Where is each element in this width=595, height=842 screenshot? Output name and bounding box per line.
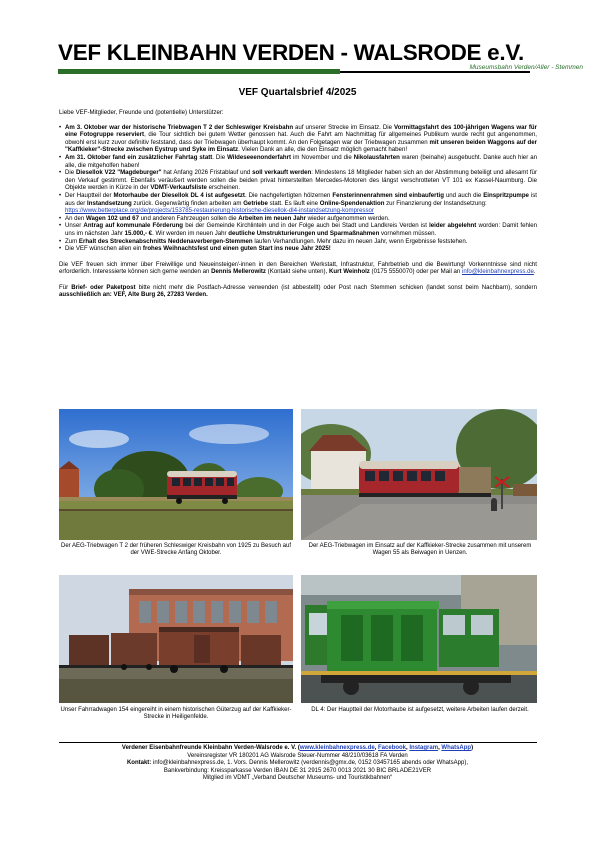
link[interactable]: https://www.betterplace.org/de/projects/153785-restaurierung-historische-diesellok-dl4-instandsetzung-kompressor	[65, 207, 374, 215]
bold-text: Nikolausfahrten	[353, 153, 400, 161]
text: .	[533, 268, 536, 276]
bold-text: ausschließlich an: VEF, Alte Burg 26, 27283 Verden.	[59, 291, 208, 299]
bold-text: Online-Spendenaktion	[319, 199, 385, 207]
footer-website-link[interactable]: www.kleinbahnexpress.de	[299, 745, 375, 751]
railcar-photo	[59, 409, 293, 540]
footer-rule	[59, 742, 537, 743]
text: . Die	[212, 153, 228, 161]
locomotive-hood-photo	[301, 575, 537, 703]
footer	[0, 745, 595, 783]
bold-text: Instandsetzung	[87, 199, 132, 207]
photo-caption-2: Der AEG-Triebwagen im Einsatz auf der Kaffkieker-Strecke zusammen mit unserem Wagen 55 als Beiwagen in Uenzen.	[308, 543, 532, 557]
footer-register-line: Vereinsregister VR 180201 AG Walsrode Steuer-Nummer 48/210/03618 FA Verden	[187, 752, 408, 759]
masthead-title: VEF KLEINBAHN VERDEN - WALSRODE e.V.	[58, 40, 524, 65]
bold-text: deutliche Umstrukturierungen und Sparmaßnahmen	[228, 229, 380, 237]
bold-text: Dennis Mellerowitz	[211, 268, 266, 276]
footer-bank-line: Bankverbindung: Kreissparkasse Verden IBAN DE 31 2915 2670 0013 2021 30 BIC BRLADE21VER	[163, 767, 432, 774]
text: . Wir werden im neuen Jahr	[152, 229, 229, 237]
footer-org-prefix: Verdener Eisenbahnfreunde Kleinbahn Verden-Walsrode e. V. (	[121, 745, 300, 751]
letter-body	[59, 109, 537, 307]
photo-caption-4: DL 4: Der Hauptteil der Motorhaube ist aufgesetzt, weitere Arbeiten laufen derzeit.	[311, 707, 529, 713]
bold-text: leider abgelehnt	[429, 222, 477, 230]
freight-wagon-photo	[59, 575, 293, 703]
railcar-crossing-photo	[301, 409, 537, 540]
bold-text: Am 31. Oktober fand ein zusätzlicher Fahrtag statt	[65, 153, 213, 161]
text: (0175 5550070) oder per Mail an	[369, 268, 462, 276]
footer-facebook-link[interactable]: Facebook	[378, 745, 407, 751]
text: (Kontakt siehe unten),	[265, 268, 329, 276]
bold-text: Vormittagsfahrt des 100-jährigen Wagens war für eine Fotogruppe reserviert	[65, 123, 537, 139]
bold-text: 15.000,- €	[124, 229, 153, 237]
masthead-rule-green	[58, 69, 340, 74]
bold-text: VDMT-Verkaufsliste	[150, 184, 207, 192]
text: Zum	[65, 237, 79, 245]
news-bullet-item	[59, 245, 537, 253]
text: . Vielen Dank an alle, die den Einsatz möglich gemacht haben!	[238, 146, 408, 154]
footer-org-suffix: )	[471, 745, 474, 751]
bold-text: Einspritzpumpe	[483, 191, 529, 199]
bold-text: Diesellok V22 "Magdeburger"	[75, 169, 162, 177]
bold-text: Arbeiten im neuen Jahr	[238, 214, 306, 222]
bold-text: Motorhaube der Diesellok DL 4 ist aufgesetzt	[113, 191, 245, 199]
news-bullet-item	[59, 215, 537, 223]
text: im November und die	[291, 153, 354, 161]
news-bullet-item	[59, 169, 537, 192]
text: bei der Gemeinde Kirchlinteln und in der Folge auch bei Stadt und Landkreis Verden ist	[183, 222, 430, 230]
text: : Mindestens 18 Mitglieder haben sich an der Abstimmung beteiligt und allesamt für den Verkauf gestimmt. Ebenfalls veräußert werden sollen die beiden privat hinterstellten Mercedes-Motoren des längst verschrotteten VT 101 ex Kassel-Naumburg. Die Objekte werden in Kürze in der	[65, 169, 537, 192]
document-title: VEF Quartalsbrief 4/2025	[238, 87, 357, 98]
footer-org-line: Verdener Eisenbahnfreunde Kleinbahn Verden-Walsrode e. V. (www.kleinbahnexpress.de, Facebook, Instagram, WhatsApp)	[121, 745, 474, 751]
photo-caption-1: Der AEG-Triebwagen T 2 der früheren Schleswiger Kreisbahn von 1925 zu Besuch auf der VWE-Strecke Anfang Oktober.	[60, 543, 292, 557]
text: Die	[65, 169, 76, 177]
text: Für	[59, 283, 72, 291]
text: auf unserer Strecke im Einsatz. Die	[293, 123, 394, 131]
photo-caption-3: Unser Fahrradwagen 154 eingereiht in einem historischen Güterzug auf der Kaffkieker-Strecke in Heiligenfelde.	[60, 707, 292, 721]
text: Der Hauptteil der	[65, 191, 114, 199]
volunteers-paragraph	[59, 261, 537, 276]
bold-text: mit unseren beiden Waggons auf der "Kaffkieker"-Strecke zwischen Eystrup und Syke im Einsatz	[65, 138, 537, 154]
footer-whatsapp-link[interactable]: WhatsApp	[441, 745, 472, 751]
news-bullet-list	[59, 124, 537, 253]
text: zur Finanzierung der Instandsetzung:	[384, 199, 487, 207]
footer-instagram-link[interactable]: Instagram	[409, 745, 439, 751]
text: bitte nicht mehr die Postfach-Adresse verwenden (ist abbestellt) oder Post nach Stemmen schicken (landet sonst beim Nachbarn), sondern	[135, 283, 537, 291]
text: worden: Damit fehlen uns im nächsten Jahr	[65, 222, 537, 237]
text: und auch die	[443, 191, 484, 199]
bold-text: Fensterinnenrahmen sind einbaufertig	[332, 191, 444, 199]
text: statt. Es läuft eine	[267, 199, 320, 207]
text: wieder aufgenommen werden.	[305, 214, 390, 222]
news-bullet-item	[59, 238, 537, 246]
text: . Die nachgefertigten hölzernen	[244, 191, 333, 199]
masthead-subtitle: Museumsbahn Verden/Aller - Stemmen	[469, 64, 583, 71]
footer-contact-label: Kontakt:	[126, 760, 152, 767]
text: waren (beinahe) ausgebucht. Danke auch hier an alle, die mitgeholfen haben!	[65, 153, 537, 169]
text: , die Tour sichtlich bei gutem Wetter genossen hat. Auch die Fahrt am Nachmittag für allgemeines Publikum wurde recht gut angenommen, obwohl erst kurz zuvor definitiv feststand, dass der Triebwagen überhaupt kommt. An den Folgetagen war der Triebwagen zusammen	[65, 131, 537, 146]
text: vornehmen müssen.	[379, 229, 437, 237]
news-bullet-item	[59, 124, 537, 154]
footer-contact-text: info@kleinbahnexpress.de, 1. Vors. Dennis Mellerowitz (verdennis@gmx.de, 0152 03457165 abends oder WhatsApp),	[151, 760, 469, 767]
post-address-paragraph	[59, 284, 537, 299]
masthead-rule-black	[340, 71, 530, 73]
bold-text: Erhalt des Streckenabschnitts Neddenaverbergen-Stemmen	[78, 237, 253, 245]
bold-text: Getriebe	[243, 199, 268, 207]
bold-text: Wildeseeenonderfahrt	[227, 153, 292, 161]
news-bullet-item	[59, 222, 537, 237]
text: Unser	[65, 222, 84, 230]
text: laufen Verhandlungen. Mehr dazu im neuen Jahr, wenn Ergebnisse feststehen.	[252, 237, 468, 245]
bold-text: Antrag auf kommunale Förderung	[83, 222, 184, 230]
footer-contact-line	[0, 760, 595, 768]
text: ist aus der	[65, 191, 537, 207]
text: hat Anfang 2026 Fristablauf und	[161, 169, 253, 177]
footer-membership-line: Mitglied im VDMT „Verband Deutscher Museums- und Touristikbahnen“	[202, 775, 393, 782]
bold-text: Kurt Weinholz	[328, 268, 370, 276]
link[interactable]: info@kleinbahnexpress.de	[462, 268, 534, 276]
text: An den	[65, 214, 87, 222]
bold-text: Am 3. Oktober war der historische Triebwagen T 2 der Schleswiger Kreisbahn	[65, 123, 294, 131]
salutation: Liebe VEF-Mitglieder, Freunde und (potentielle) Unterstützer:	[59, 109, 224, 116]
bold-text: Wagen 102 und 67	[86, 214, 139, 222]
bold-text: soll verkauft werden	[252, 169, 312, 177]
bold-text: frohes Weihnachtsfest und einen guten Start ins neue Jahr 2025!	[142, 245, 331, 253]
news-bullet-item	[59, 154, 537, 169]
text: Die VEF wünschen allen ein	[65, 245, 143, 253]
news-bullet-item	[59, 192, 537, 215]
text: zurück. Gegenwärtig finden arbeiten am	[131, 199, 244, 207]
bold-text: Brief- oder Paketpost	[71, 283, 136, 291]
text: erscheinen.	[206, 184, 241, 192]
text: und anderen Fahrzeugen sollen die	[138, 214, 239, 222]
text: Die VEF freuen sich immer über Freiwillige und Neueinsteiger/-innen in den Bereichen Werkstatt, Infrastruktur, Fahrbetrieb und die Bewirtung! Vorkenntnisse sind nicht erforderlich. Interessierte können sich gerne wenden an	[59, 260, 537, 276]
